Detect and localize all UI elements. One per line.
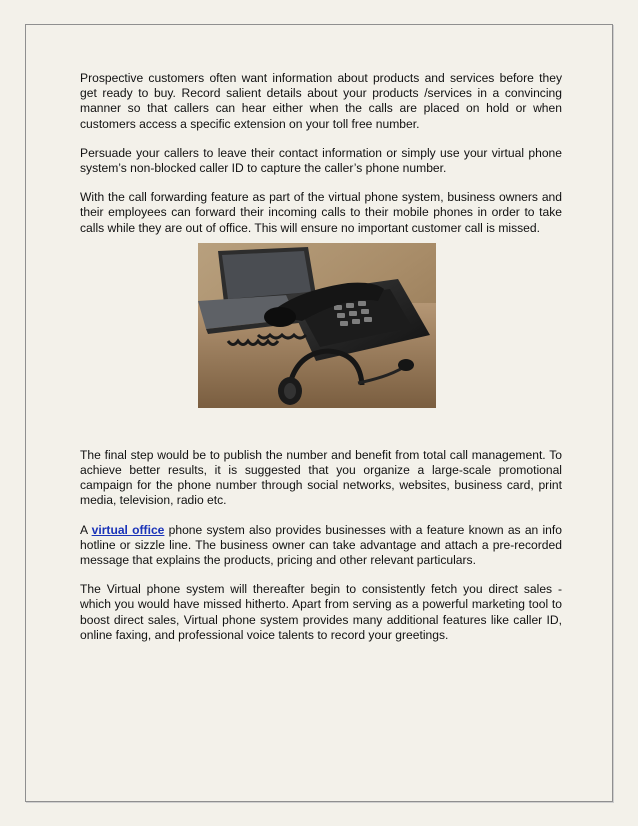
paragraph-1: Prospective customers often want information about products and services before they get ready to buy. Record salient details about your products /services in a convincing manner so that callers can hear either when the calls are placed on hold or when customers access a specific extension on your toll free number. [80, 71, 562, 131]
paragraph-6: The Virtual phone system will thereafter begin to consistently fetch you direct sales - which you would have missed hitherto. Apart from serving as a powerful marketing tool to boost direct sales, Virtual phone system provides many additional features like caller ID, online faxing, and professional voice talents to record your greetings. [80, 582, 562, 642]
paragraph-5-text: phone system also provides businesses with a feature known as an info hotline or sizzle line. The business owner can take advantage and attach a pre-recorded message that explains the products, pricing and other relevant particulars. [80, 522, 562, 568]
paragraph-3: With the call forwarding feature as part of the virtual phone system, business owners and their employees can forward their incoming calls to their mobile phones in order to take calls while they are out of office. This will ensure no important customer call is missed. [80, 190, 562, 235]
office-phone-with-headset-icon [198, 243, 436, 408]
paragraph-2: Persuade your callers to leave their contact information or simply use your virtual phone system’s non-blocked caller ID to capture the caller’s phone number. [80, 145, 562, 176]
paragraph-5-prefix: A [80, 522, 92, 537]
paragraph-4: The final step would be to publish the number and benefit from total call management. To achieve better results, it is suggested that you organize a large-scale promotional campaign for the phone number through social networks, websites, business card, print media, television, radio etc. [80, 447, 562, 508]
document-body [80, 71, 562, 657]
paragraph-5 [80, 523, 562, 569]
virtual-office-link[interactable]: virtual office [91, 522, 165, 537]
